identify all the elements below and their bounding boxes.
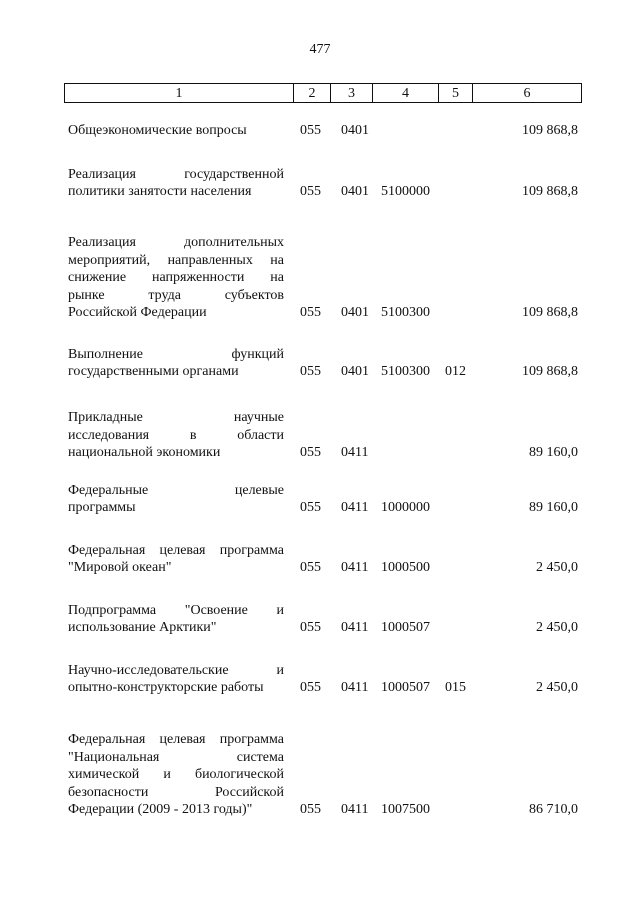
section-code: 0411 (341, 560, 369, 576)
table-row (0, 662, 640, 697)
description-line: снижение напряженности на (68, 270, 284, 286)
target-article-code: 5100000 (381, 184, 430, 200)
row-description (68, 482, 284, 517)
section-code: 0411 (341, 680, 369, 696)
amount-value: 109 868,8 (522, 364, 578, 380)
table-row (0, 731, 640, 819)
section-code: 0401 (341, 123, 369, 139)
column-header-5: 5 (438, 84, 472, 102)
target-article-code: 1000507 (381, 620, 430, 636)
row-description (68, 234, 284, 322)
table-row (0, 346, 640, 381)
expense-type-code: 015 (445, 680, 466, 696)
target-article-code: 1000000 (381, 500, 430, 516)
amount-value: 2 450,0 (536, 560, 578, 576)
description-line: мероприятий, направленных на (68, 252, 284, 268)
section-code: 0401 (341, 305, 369, 321)
row-description (68, 542, 284, 577)
description-line: использование Арктики" (68, 620, 217, 636)
ministry-code: 055 (300, 802, 321, 818)
description-line: Российской Федерации (68, 305, 207, 321)
table-row (0, 122, 640, 140)
description-line: Выполнение функций (68, 346, 284, 362)
section-code: 0411 (341, 445, 369, 461)
description-line: Реализация дополнительных (68, 235, 284, 251)
row-description (68, 166, 284, 201)
description-line: рынке труда субъектов (68, 287, 284, 303)
section-code: 0411 (341, 620, 369, 636)
ministry-code: 055 (300, 184, 321, 200)
description-line: Реализация государственной (68, 166, 284, 182)
ministry-code: 055 (300, 445, 321, 461)
description-line: "Национальная система (68, 749, 284, 765)
ministry-code: 055 (300, 500, 321, 516)
column-header-1: 1 (175, 86, 183, 101)
section-code: 0411 (341, 500, 369, 516)
amount-value: 86 710,0 (529, 802, 578, 818)
ministry-code: 055 (300, 305, 321, 321)
description-line: химической и биологической (68, 767, 284, 783)
page-number: 477 (309, 42, 331, 57)
description-line: Федеральные целевые (68, 482, 284, 498)
section-code: 0401 (341, 364, 369, 380)
description-line: исследования в области (68, 427, 284, 443)
description-line: Прикладные научные (68, 410, 284, 426)
table-row (0, 602, 640, 637)
description-line: государственными органами (68, 364, 239, 380)
description-line: Федерации (2009 - 2013 годы)" (68, 802, 253, 818)
column-header-6: 6 (472, 84, 581, 102)
description-line: Федеральная целевая программа (68, 732, 284, 748)
ministry-code: 055 (300, 560, 321, 576)
target-article-code: 5100300 (381, 305, 430, 321)
amount-value: 109 868,8 (522, 184, 578, 200)
description-line: опытно-конструкторские работы (68, 680, 264, 696)
row-description (68, 409, 284, 462)
description-line: Общеэкономические вопросы (68, 123, 247, 139)
description-line: политики занятости населения (68, 184, 252, 200)
target-article-code: 1000500 (381, 560, 430, 576)
column-header-4: 4 (372, 84, 438, 102)
table-row (0, 166, 640, 201)
column-header-row (64, 83, 582, 103)
table-row (0, 482, 640, 517)
amount-value: 109 868,8 (522, 123, 578, 139)
row-description (68, 122, 284, 140)
description-line: безопасности Российской (68, 784, 284, 800)
ministry-code: 055 (300, 680, 321, 696)
ministry-code: 055 (300, 620, 321, 636)
ministry-code: 055 (300, 123, 321, 139)
table-row (0, 234, 640, 322)
row-description (68, 731, 284, 819)
description-line: Научно-исследовательские и (68, 662, 284, 678)
description-line: программы (68, 500, 136, 516)
amount-value: 109 868,8 (522, 305, 578, 321)
expense-type-code: 012 (445, 364, 466, 380)
target-article-code: 1000507 (381, 680, 430, 696)
table-row (0, 409, 640, 462)
description-line: Федеральная целевая программа (68, 542, 284, 558)
section-code: 0411 (341, 802, 369, 818)
section-code: 0401 (341, 184, 369, 200)
row-description (68, 662, 284, 697)
amount-value: 2 450,0 (536, 680, 578, 696)
column-header-2: 2 (293, 84, 330, 102)
description-line: Подпрограмма "Освоение и (68, 602, 284, 618)
amount-value: 89 160,0 (529, 445, 578, 461)
ministry-code: 055 (300, 364, 321, 380)
description-line: "Мировой океан" (68, 560, 172, 576)
amount-value: 2 450,0 (536, 620, 578, 636)
column-header-3: 3 (330, 84, 372, 102)
target-article-code: 5100300 (381, 364, 430, 380)
target-article-code: 1007500 (381, 802, 430, 818)
amount-value: 89 160,0 (529, 500, 578, 516)
row-description (68, 602, 284, 637)
row-description (68, 346, 284, 381)
description-line: национальной экономики (68, 445, 221, 461)
table-row (0, 542, 640, 577)
